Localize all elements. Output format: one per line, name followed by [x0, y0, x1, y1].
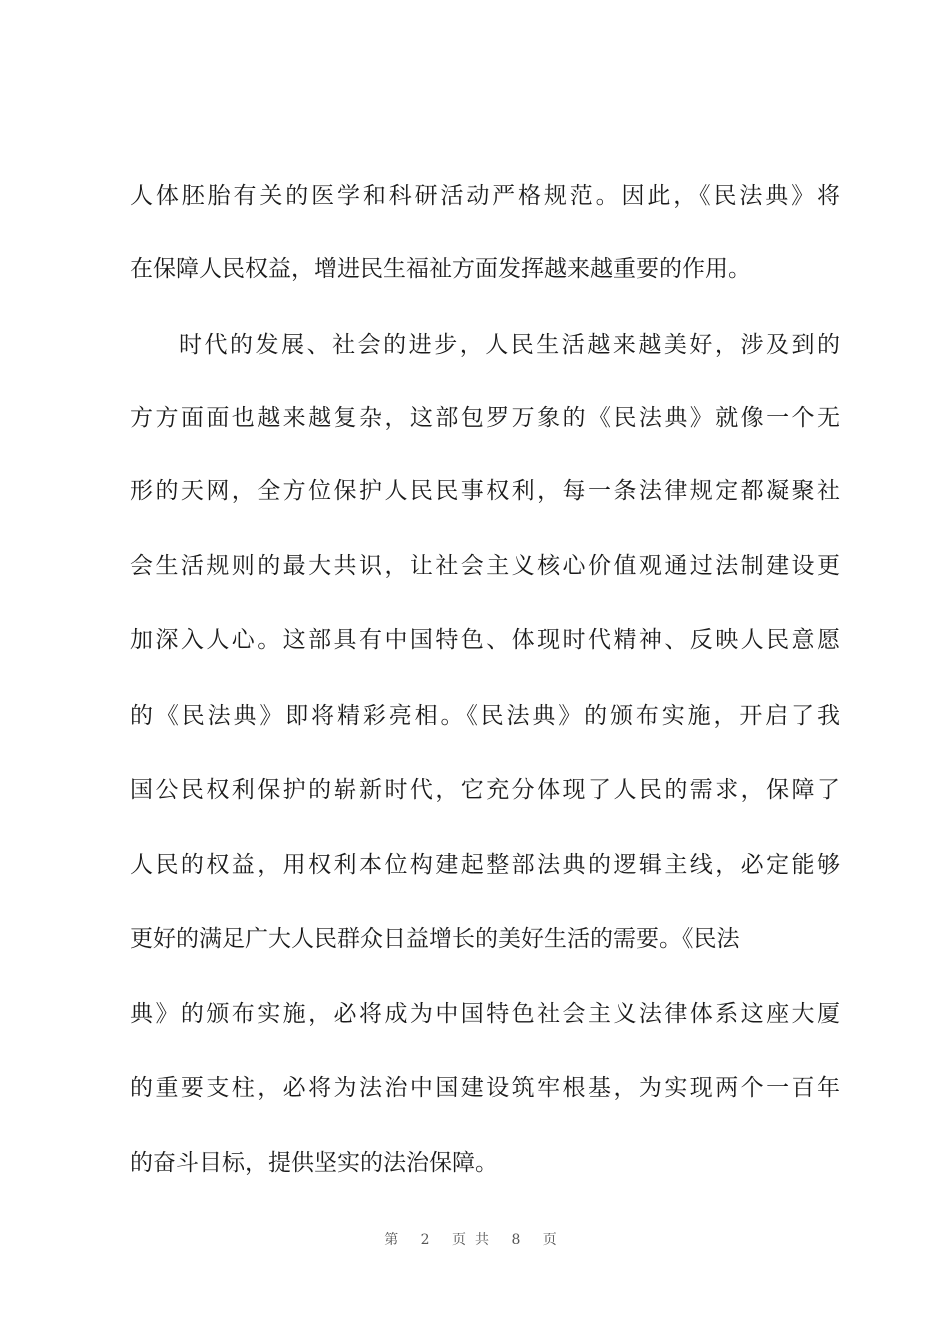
paragraph-2-line-12: 的奋斗目标，提供坚实的法治保障。 — [130, 1150, 498, 1176]
page-footer: 第 2 页共 8 页 — [384, 1232, 566, 1248]
paragraph-2-line-4: 会生活规则的最大共识，让社会主义核心价值观通过法制建设更 — [130, 553, 840, 579]
paragraph-2-line-9: 更好的满足广大人民群众日益增长的美好生活的需要。《民法 — [130, 926, 740, 952]
paragraph-1-line-2: 在保障人民权益，增进民生福祉方面发挥越来越重要的作用。 — [130, 256, 751, 282]
paragraph-2-line-10: 典》的颁布实施，必将成为中国特色社会主义法律体系这座大厦 — [130, 1001, 840, 1027]
paragraph-2-line-6: 的《民法典》即将精彩亮相。《民法典》的颁布实施，开启了我 — [130, 703, 840, 729]
paragraph-2-line-5: 加深入人心。这部具有中国特色、体现时代精神、反映人民意愿 — [130, 627, 840, 653]
paragraph-2-line-3: 形的天网，全方位保护人民民事权利，每一条法律规定都凝聚社 — [130, 478, 840, 504]
paragraph-2-line-8: 人民的权益，用权利本位构建起整部法典的逻辑主线，必定能够 — [130, 852, 840, 878]
paragraph-2-line-11: 的重要支柱，必将为法治中国建设筑牢根基，为实现两个一百年 — [130, 1075, 840, 1101]
paragraph-2-line-1: 时代的发展、社会的进步，人民生活越来越美好，涉及到的 — [179, 332, 840, 358]
paragraph-1-line-1: 人体胚胎有关的医学和科研活动严格规范。因此，《民法典》将 — [130, 183, 840, 209]
paragraph-2-line-2: 方方面面也越来越复杂，这部包罗万象的《民法典》就像一个无 — [130, 405, 840, 431]
paragraph-2-line-7: 国公民权利保护的崭新时代，它充分体现了人民的需求，保障了 — [130, 777, 840, 803]
